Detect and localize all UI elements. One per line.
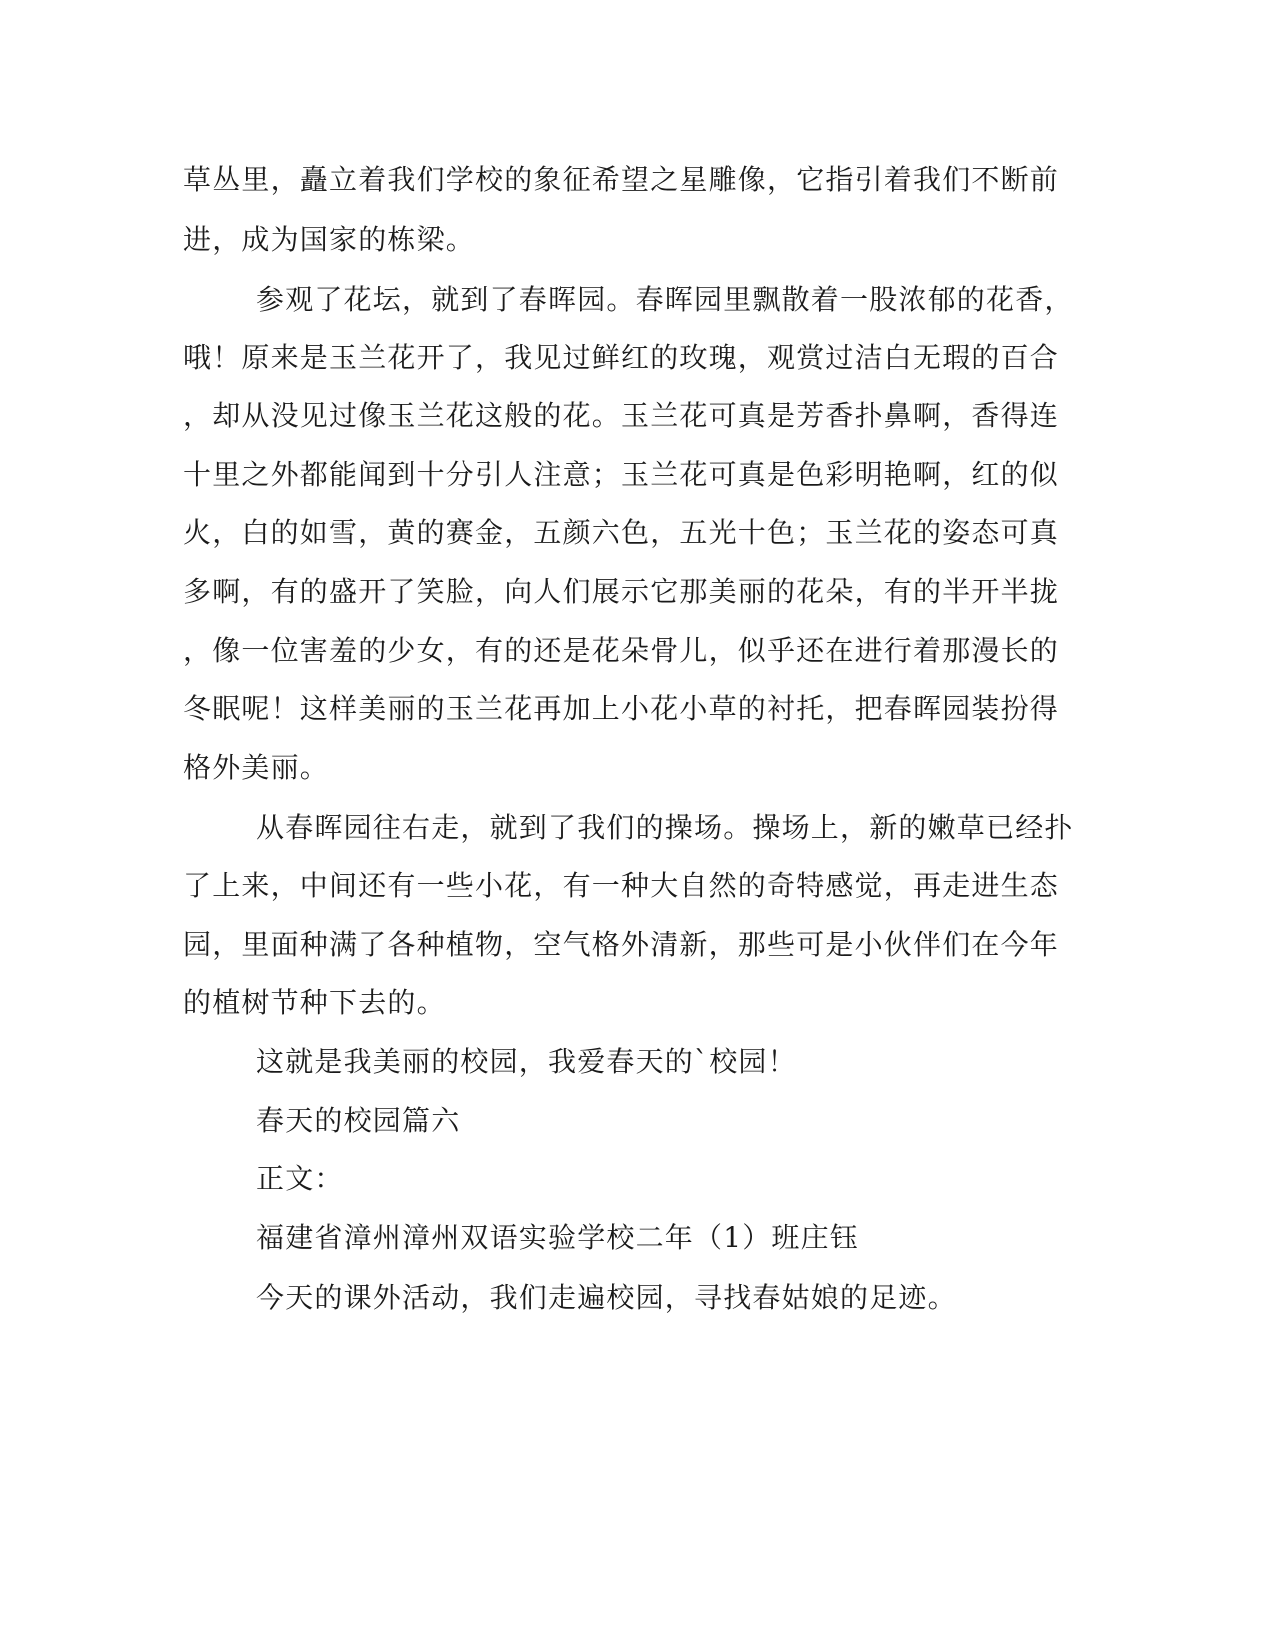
paragraph-1-line-1: 草丛里，矗立着我们学校的象征希望之星雕像，它指引着我们不断前 <box>183 163 1060 196</box>
paragraph-2-line-9: 格外美丽。 <box>183 751 330 784</box>
paragraph-2-line-8: 冬眠呢！这样美丽的玉兰花再加上小花小草的衬托，把春晖园装扮得 <box>183 692 1060 725</box>
paragraph-2-line-3: ，却从没见过像玉兰花这般的花。玉兰花可真是芳香扑鼻啊，香得连 <box>183 399 1060 432</box>
paragraph-2-line-4: 十里之外都能闻到十分引人注意；玉兰花可真是色彩明艳啊，红的似 <box>183 458 1060 491</box>
body-label: 正文： <box>256 1162 344 1195</box>
author-line: 福建省漳州漳州双语实验学校二年（1）班庄钰 <box>256 1221 860 1254</box>
paragraph-3-line-2: 了上来，中间还有一些小花，有一种大自然的奇特感觉，再走进生态 <box>183 869 1060 902</box>
paragraph-3-line-3: 园，里面种满了各种植物，空气格外清新，那些可是小伙伴们在今年 <box>183 928 1060 961</box>
paragraph-2-line-7: ，像一位害羞的少女，有的还是花朵骨儿，似乎还在进行着那漫长的 <box>183 634 1060 667</box>
paragraph-3-line-4: 的植树节种下去的。 <box>183 986 446 1019</box>
paragraph-1-line-2: 进，成为国家的栋梁。 <box>183 223 476 256</box>
paragraph-3-line-1: 从春晖园往右走，就到了我们的操场。操场上，新的嫩草已经扑 <box>256 811 1074 844</box>
section-heading: 春天的校园篇六 <box>256 1104 461 1137</box>
paragraph-2-line-2: 哦！原来是玉兰花开了，我见过鲜红的玫瑰，观赏过洁白无瑕的百合 <box>183 341 1060 374</box>
opening-sentence: 今天的课外活动，我们走遍校园，寻找春姑娘的足迹。 <box>256 1281 957 1314</box>
paragraph-2-line-1: 参观了花坛，就到了春晖园。春晖园里飘散着一股浓郁的花香， <box>256 283 1074 316</box>
paragraph-2-line-5: 火，白的如雪，黄的赛金，五颜六色，五光十色；玉兰花的姿态可真 <box>183 516 1060 549</box>
paragraph-2-line-6: 多啊，有的盛开了笑脸，向人们展示它那美丽的花朵，有的半开半拢 <box>183 575 1060 608</box>
closing-sentence: 这就是我美丽的校园，我爱春天的`校园！ <box>256 1045 797 1078</box>
